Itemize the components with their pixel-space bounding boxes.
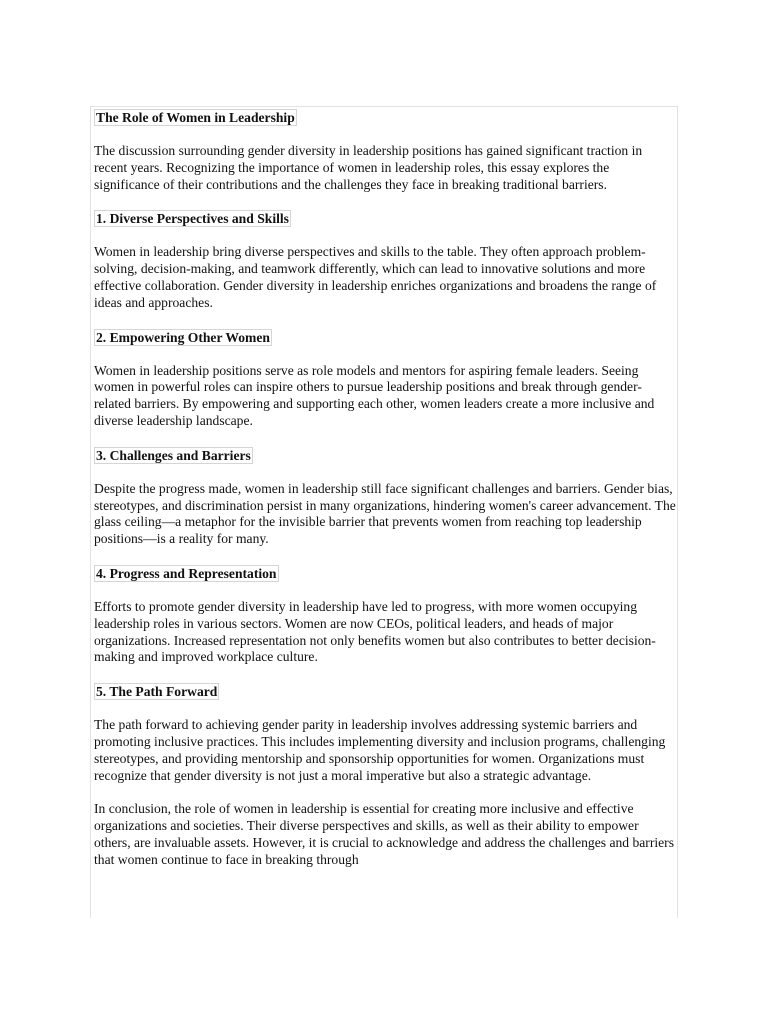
conclusion-paragraph: In conclusion, the role of women in leadership is essential for creating more inclusive and effective organizations and societies. Their diverse perspectives and skills, as well as their ability to empower others, are invaluable assets. However, it is crucial to acknowledge and address the challenges and barriers that women continue to face in breaking through: [94, 801, 674, 867]
section-paragraph: Despite the progress made, women in leadership still face significant challenges and barriers. Gender bias, stereotypes, and discrimination persist in many organizations, hindering women's career advancement. The glass ceiling—a metaphor for the invisible barrier that prevents women from reaching top leadership positions—is a reality for many.: [94, 480, 676, 547]
document-title: The Role of Women in Leadership: [96, 110, 295, 125]
section-1-heading-wrap: [94, 210, 676, 227]
section-paragraph: The path forward to achieving gender parity in leadership involves addressing systemic barriers and promoting inclusive practices. This includes implementing diversity and inclusion programs, challenging stereotypes, and providing mentorship and sponsorship opportunities for women. Organizations must recognize that gender diversity is not just a moral imperative but also a strategic advantage.: [94, 717, 666, 783]
title-wrap: [94, 109, 676, 126]
section-heading: 5. The Path Forward: [96, 684, 218, 700]
section-2-heading-wrap: [94, 329, 676, 346]
section-4-heading-wrap: [94, 565, 676, 582]
section-paragraph: Women in leadership bring diverse perspectives and skills to the table. They often approach problem-solving, decision-making, and teamwork differently, which can lead to innovative solutions and more effective collaboration. Gender diversity in leadership enriches organizations and broadens the range of ideas and approaches.: [94, 244, 657, 310]
document-content: [94, 109, 676, 869]
section-paragraph: Women in leadership positions serve as role models and mentors for aspiring female leaders. Seeing women in powerful roles can inspire others to pursue leadership positions and break through gender-related barriers. By empowering and supporting each other, women leaders create a more inclusive and diverse leadership landscape.: [94, 362, 655, 428]
section-paragraph: Efforts to promote gender diversity in leadership have led to progress, with more women occupying leadership roles in various sectors. Women are now CEOs, political leaders, and heads of major organizations. Increased representation not only benefits women but also contributes to better decision-making and improved workplace culture.: [94, 598, 656, 665]
section-heading: 2. Empowering Other Women: [96, 329, 270, 345]
section-3-heading-wrap: [94, 447, 676, 464]
section-heading: 3. Challenges and Barriers: [96, 447, 251, 463]
document-page: [90, 106, 678, 918]
section-5-heading-wrap: [94, 683, 676, 700]
intro-paragraph: The discussion surrounding gender diversity in leadership positions has gained significant traction in recent years. Recognizing the importance of women in leadership roles, this essay explores the significance of their contributions and the challenges they face in breaking traditional barriers.: [94, 143, 643, 192]
section-heading: 1. Diverse Perspectives and Skills: [96, 211, 289, 227]
section-heading: 4. Progress and Representation: [96, 565, 277, 581]
